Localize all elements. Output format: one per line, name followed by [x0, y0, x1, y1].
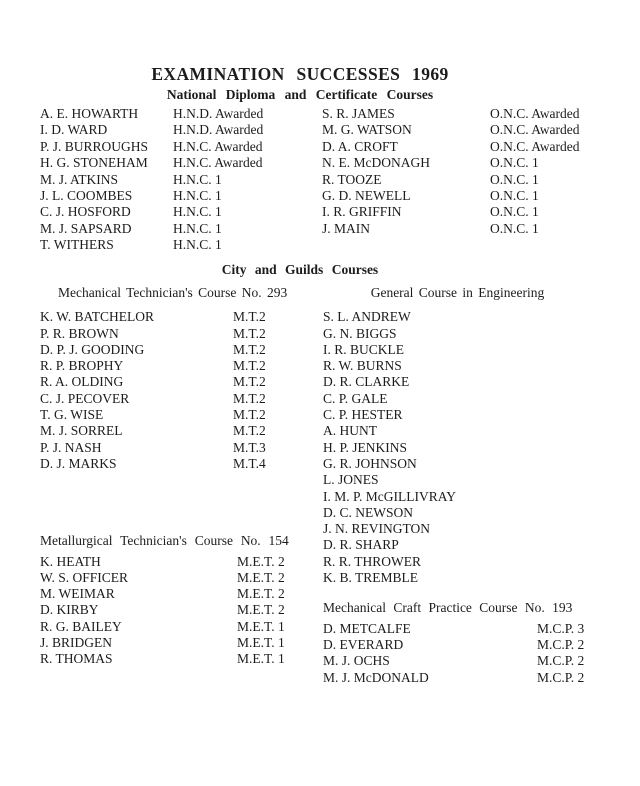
metallurgical-technician-results [40, 554, 323, 668]
award-value: H.N.D. Awarded [173, 122, 264, 138]
result-row [40, 342, 323, 358]
candidate-name: R. W. BURNS [323, 358, 402, 374]
candidate-name: M. J. SORREL [40, 423, 123, 439]
candidate-name: R. P. BROPHY [40, 358, 124, 374]
national-results-right-column [322, 106, 592, 237]
candidate-name: J. BRIDGEN [40, 635, 113, 651]
candidate-name: D. A. CROFT [322, 138, 398, 154]
candidate-name: J. L. COOMBES [40, 188, 133, 204]
candidate-name: C. P. HESTER [323, 407, 403, 423]
result-row [323, 621, 592, 637]
candidate-name: D. C. NEWSON [323, 504, 413, 520]
award-value: H.N.D. Awarded [173, 106, 264, 121]
candidate-name: I. R. GRIFFIN [322, 204, 402, 220]
award-value: O.N.C. 1 [490, 220, 539, 236]
candidate-name: K. B. TREMBLE [323, 570, 419, 586]
candidate-name: G. N. BIGGS [323, 325, 397, 341]
city-guilds-section-title: City and Guilds Courses [221, 262, 379, 277]
award-value: H.N.C. 1 [173, 204, 222, 220]
result-row [40, 423, 323, 439]
award-value: H.N.C. 1 [173, 220, 222, 236]
result-row [40, 635, 323, 651]
grade-value: M.C.P. 2 [537, 636, 585, 652]
mechanical-craft-results [323, 621, 592, 686]
result-row [40, 407, 323, 423]
city-guilds-right-column [323, 285, 592, 686]
result-row [323, 653, 592, 669]
grade-value: M.T.2 [233, 309, 266, 325]
grade-value: M.C.P. 3 [537, 620, 585, 636]
result-row [40, 237, 322, 253]
result-row [40, 309, 323, 325]
city-guilds-columns [40, 285, 592, 686]
metallurgical-technician-course-title: Metallurgical Technician's Course No. 154 [40, 533, 289, 549]
candidate-name: D. METCALFE [323, 620, 411, 636]
result-row [40, 221, 322, 237]
result-row [40, 204, 322, 220]
candidate-name: I. R. BUCKLE [323, 341, 404, 357]
national-results-left-column [40, 106, 322, 254]
candidate-name: G. R. JOHNSON [323, 455, 417, 471]
candidate-name: C. J. PECOVER [40, 390, 130, 406]
result-row [322, 106, 592, 122]
result-row [40, 619, 323, 635]
grade-value: M.E.T. 2 [237, 553, 285, 569]
candidate-name: D. J. MARKS [40, 455, 117, 471]
result-row [40, 586, 323, 602]
national-section-title: National Diploma and Certificate Courses [166, 87, 434, 102]
result-row [322, 139, 592, 155]
candidate-name: J. N. REVINGTON [323, 521, 430, 537]
award-value: H.N.C. 1 [173, 171, 222, 187]
mechanical-technician-results [40, 309, 323, 472]
candidate-name: P. J. BURROUGHS [40, 138, 149, 154]
candidate-name: K. HEATH [40, 553, 101, 569]
candidate-name: P. J. NASH [40, 439, 102, 455]
grade-value: M.E.T. 1 [237, 651, 285, 667]
candidate-name: K. W. BATCHELOR [40, 309, 155, 325]
result-row [40, 391, 323, 407]
grade-value: M.E.T. 2 [237, 569, 285, 585]
result-row [40, 554, 323, 570]
result-row [322, 122, 592, 138]
candidate-name: M. J. OCHS [323, 653, 390, 669]
result-row [40, 358, 323, 374]
result-row [40, 570, 323, 586]
result-row [40, 651, 323, 667]
grade-value: M.T.2 [233, 374, 266, 390]
candidate-name: S. R. JAMES [322, 106, 395, 121]
candidate-name: H. P. JENKINS [323, 439, 408, 455]
candidate-name: R. G. BAILEY [40, 618, 122, 634]
general-engineering-names [323, 309, 592, 586]
result-row [40, 602, 323, 618]
grade-value: M.T.2 [233, 358, 266, 374]
award-value: O.N.C. 1 [490, 188, 539, 204]
result-row [40, 456, 323, 472]
result-row [40, 106, 322, 122]
candidate-name: M. J. ATKINS [40, 171, 119, 187]
grade-value: M.T.2 [233, 325, 266, 341]
candidate-name: R. THOMAS [40, 651, 113, 667]
candidate-name: D. KIRBY [40, 602, 99, 618]
candidate-name: N. E. McDONAGH [322, 155, 430, 171]
mechanical-craft-course-title: Mechanical Craft Practice Course No. 193 [323, 600, 573, 616]
candidate-name: M. J. SAPSARD [40, 220, 132, 236]
award-value: H.N.C. 1 [173, 237, 222, 253]
candidate-name: R. R. THROWER [323, 553, 422, 569]
candidate-name: A. HUNT [323, 423, 377, 439]
candidate-name: G. D. NEWELL [322, 188, 411, 204]
candidate-name: C. P. GALE [323, 390, 388, 406]
result-row [322, 172, 592, 188]
result-row [40, 139, 322, 155]
award-value: H.N.C. Awarded [173, 138, 263, 154]
general-engineering-course-title: General Course in Engineering [370, 285, 545, 300]
grade-value: M.E.T. 2 [237, 586, 285, 602]
candidate-name: P. R. BROWN [40, 325, 119, 341]
candidate-name: I. M. P. McGILLIVRAY [323, 488, 457, 504]
result-row [40, 440, 323, 456]
result-row [40, 155, 322, 171]
candidate-name: S. L. ANDREW [323, 309, 411, 325]
candidate-name: D. P. J. GOODING [40, 341, 145, 357]
award-value: O.N.C. Awarded [490, 106, 580, 121]
result-row [40, 374, 323, 390]
candidate-name: H. G. STONEHAM [40, 155, 148, 171]
candidate-name: W. S. OFFICER [40, 569, 129, 585]
candidate-name: M. WEIMAR [40, 586, 115, 602]
grade-value: M.T.3 [233, 439, 266, 455]
grade-value: M.T.2 [233, 390, 266, 406]
candidate-name: A. E. HOWARTH [40, 106, 139, 121]
candidate-name: J. MAIN [322, 220, 371, 236]
result-row [40, 188, 322, 204]
result-row [323, 637, 592, 653]
result-row [322, 155, 592, 171]
candidate-name: D. R. CLARKE [323, 374, 410, 390]
award-value: H.N.C. 1 [173, 188, 222, 204]
candidate-name: T. G. WISE [40, 407, 104, 423]
result-row [40, 172, 322, 188]
grade-value: M.C.P. 2 [537, 669, 585, 685]
result-row [322, 204, 592, 220]
grade-value: M.E.T. 1 [237, 618, 285, 634]
award-value: H.N.C. Awarded [173, 155, 263, 171]
award-value: O.N.C. Awarded [490, 138, 580, 154]
candidate-name: M. J. McDONALD [323, 669, 429, 685]
result-row [40, 326, 323, 342]
candidate-name: R. TOOZE [322, 171, 382, 187]
award-value: O.N.C. Awarded [490, 122, 580, 138]
national-results-table [40, 106, 592, 254]
grade-value: M.E.T. 1 [237, 635, 285, 651]
result-row [322, 221, 592, 237]
grade-value: M.C.P. 2 [537, 653, 585, 669]
candidate-name: L. JONES [323, 472, 379, 488]
mechanical-technician-course-title: Mechanical Technician's Course No. 293 [58, 285, 288, 300]
grade-value: M.T.2 [233, 423, 266, 439]
award-value: O.N.C. 1 [490, 171, 539, 187]
candidate-name: T. WITHERS [40, 237, 114, 253]
city-guilds-left-column [40, 285, 323, 668]
award-value: O.N.C. 1 [490, 155, 539, 171]
candidate-name: D. EVERARD [323, 636, 404, 652]
page-title: EXAMINATION SUCCESSES 1969 [151, 64, 449, 84]
result-row [323, 670, 592, 686]
candidate-name: D. R. SHARP [323, 537, 399, 553]
result-row [40, 122, 322, 138]
grade-value: M.T.2 [233, 341, 266, 357]
candidate-name: M. G. WATSON [322, 122, 412, 138]
grade-value: M.E.T. 2 [237, 602, 285, 618]
award-value: O.N.C. 1 [490, 204, 539, 220]
grade-value: M.T.2 [233, 407, 266, 423]
candidate-name: C. J. HOSFORD [40, 204, 131, 220]
result-row [322, 188, 592, 204]
candidate-name: R. A. OLDING [40, 374, 124, 390]
grade-value: M.T.4 [233, 455, 266, 471]
candidate-name: I. D. WARD [40, 122, 108, 138]
